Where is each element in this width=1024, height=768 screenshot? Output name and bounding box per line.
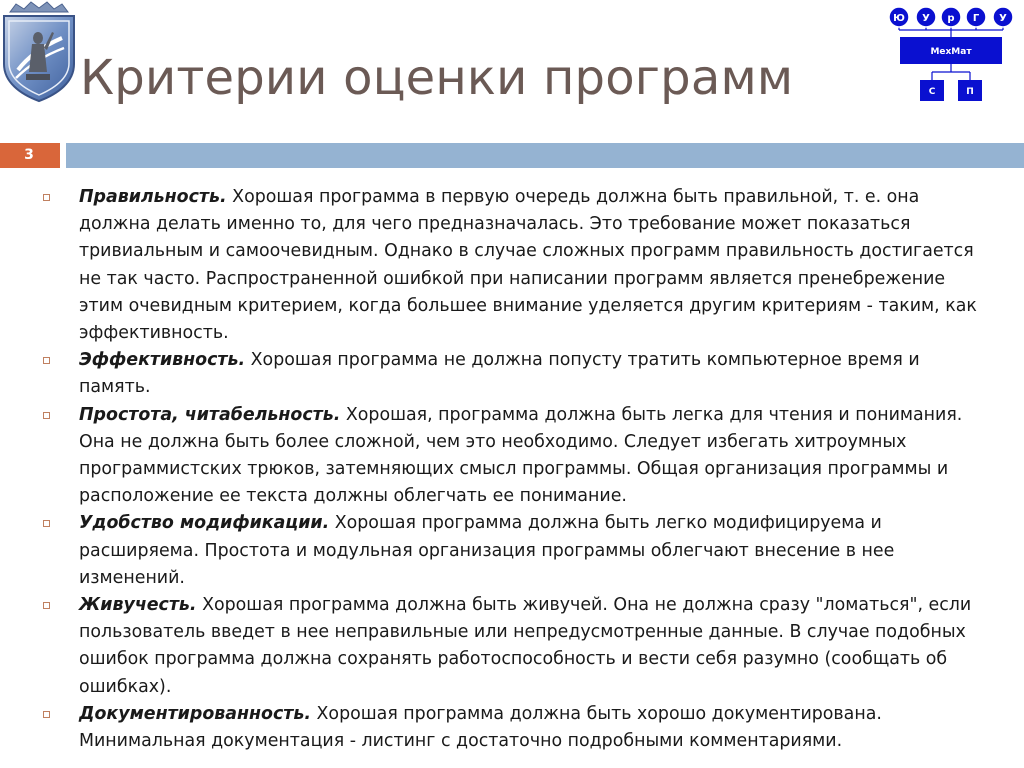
criterion-readability [38, 402, 984, 511]
logo-letter-1 [889, 7, 909, 27]
svg-text:П: П [966, 87, 974, 97]
square-bullet-icon [43, 602, 50, 609]
logo-letter-3 [941, 7, 961, 27]
square-bullet-icon [43, 520, 50, 527]
svg-text:Г: Г [972, 13, 980, 24]
criteria-list [38, 184, 984, 755]
slide-number: 3 [24, 147, 34, 163]
svg-text:У: У [922, 13, 930, 24]
logo-letter-5 [993, 7, 1013, 27]
square-bullet-icon [43, 194, 50, 201]
university-crest-icon [0, 0, 78, 104]
square-bullet-icon [43, 357, 50, 364]
svg-text:Ю: Ю [893, 13, 905, 24]
criterion-robustness [38, 592, 984, 701]
criterion-text: Хорошая программа должна быть хорошо документирована. Минимальная документация - листинг с достаточно подробными комментариями. [79, 703, 882, 752]
logo-department-box [900, 37, 1002, 64]
criterion-text: Хорошая программа в первую очередь должна быть правильной, т. е. она должна делать именно то, для чего предназначалась. Это требование может показаться тривиальным и самоочевидным. Однако в случае сложных программ правильность достигается не так часто. Распространенной ошибкой при написании программ является пренебрежение этим очевидным критерием, когда большее внимание уделяется другим критериям - таким, как эффективность. [79, 187, 977, 344]
slide-number-box [0, 143, 60, 168]
criterion-term: Правильность. [79, 187, 227, 207]
criterion-term: Удобство модификации. [79, 513, 330, 534]
criterion-term: Документированность. [79, 703, 311, 724]
svg-text:С: С [928, 87, 936, 97]
square-bullet-icon [43, 711, 50, 718]
criterion-correctness [38, 184, 984, 347]
criterion-efficiency [38, 347, 984, 401]
logo-branch-1 [920, 80, 944, 101]
criterion-documentation [38, 701, 984, 755]
yurgu-mechmat-logo [886, 4, 1016, 108]
title-accent-bar [66, 143, 1024, 168]
square-bullet-icon [43, 412, 50, 419]
svg-text:МехМат: МехМат [930, 47, 972, 57]
criterion-term: Простота, читабельность. [79, 404, 341, 425]
criterion-text: Хорошая программа должна быть живучей. Она не должна сразу "ломаться", если пользователь введет в нее неправильные или непредусмотренные данные. В случае подобных ошибок программа должна сохранять работоспособность и вести себя разумно (сообщать об ошибках). [79, 595, 972, 697]
criterion-modifiability [38, 510, 984, 592]
criterion-text: Хорошая, программа должна быть легка для чтения и понимания. Она не должна быть более сложной, чем это необходимо. Следует избегать хитроумных программистских трюков, затемняющих смысл программы. Общая организация программы и расположение ее текста должны облегчать ее понимание. [79, 404, 963, 507]
logo-branch-2 [958, 80, 982, 101]
criterion-term: Живучесть. [79, 595, 197, 616]
criterion-term: Эффективность. [79, 350, 246, 371]
logo-letter-2 [916, 7, 936, 27]
svg-text:У: У [999, 13, 1007, 24]
svg-text:р: р [947, 13, 955, 24]
criterion-text: Хорошая программа должна быть легко модифицируема и расширяема. Простота и модульная организация программы облегчают внесение в нее изменений. [79, 513, 895, 588]
slide-title: Критерии оценки программ [80, 50, 794, 106]
logo-letter-4 [966, 7, 986, 27]
criterion-text: Хорошая программа не должна попусту тратить компьютерное время и память. [79, 350, 920, 398]
